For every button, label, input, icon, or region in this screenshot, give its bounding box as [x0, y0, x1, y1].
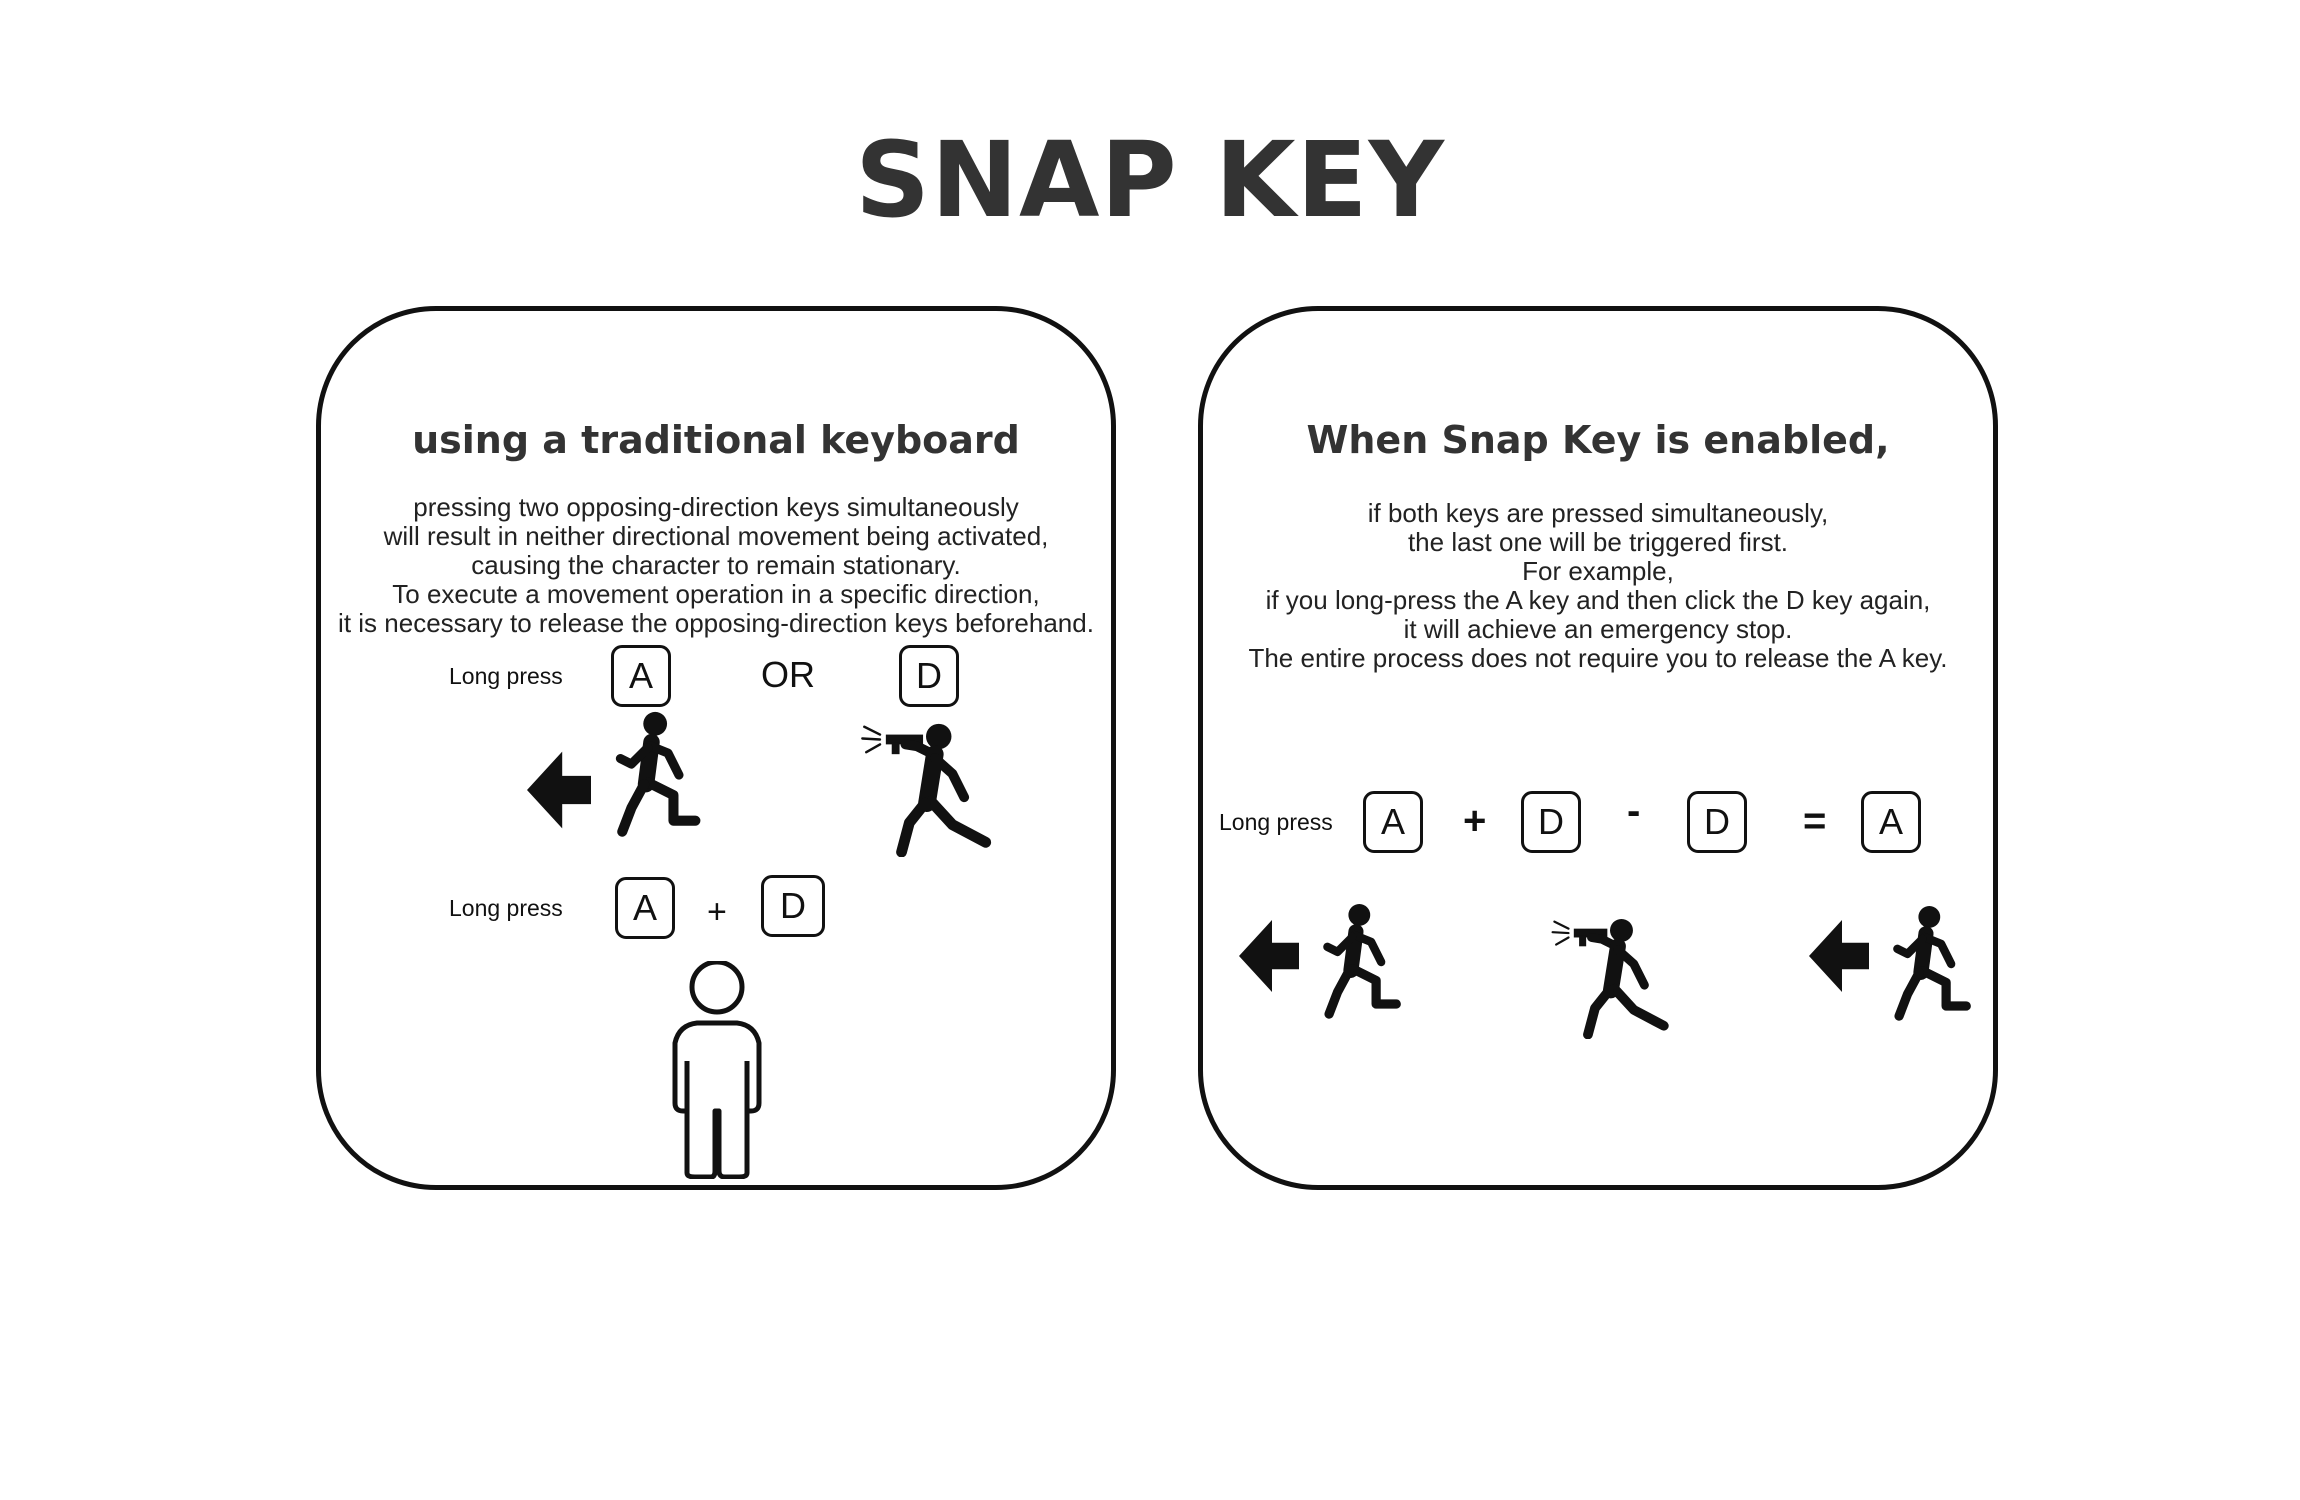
description-line: causing the character to remain stationary.: [471, 550, 961, 580]
key-d: D: [899, 645, 959, 707]
description-line: The entire process does not require you to release the A key.: [1248, 643, 1948, 673]
plus-operator: +: [707, 893, 727, 931]
panel-description: [291, 493, 1141, 638]
panel-heading: using a traditional keyboard: [412, 418, 1020, 462]
description-line: For example,: [1522, 556, 1674, 586]
page-title: SNAP KEY: [855, 119, 1445, 241]
description-line: if both keys are pressed simultaneously,: [1367, 498, 1829, 528]
equals-operator: =: [1803, 799, 1827, 843]
left-arrow-icon: [527, 751, 591, 829]
shooting-running-figure-icon: [851, 715, 1001, 857]
panel-description: [1173, 499, 2023, 673]
panel-heading: When Snap Key is enabled,: [1306, 418, 1890, 462]
description-line: To execute a movement operation in a specific direction,: [392, 579, 1040, 609]
key-d: D: [761, 875, 825, 937]
key-d: D: [1687, 791, 1747, 853]
description-line: pressing two opposing-direction keys simultaneously: [413, 492, 1019, 522]
key-a: A: [615, 877, 675, 939]
description-line: it is necessary to release the opposing-direction keys beforehand.: [338, 608, 1094, 638]
description-line: it will achieve an emergency stop.: [1403, 614, 1793, 644]
snap-key-enabled-panel: [1198, 306, 1998, 1190]
running-figure-icon: [1889, 905, 1973, 1023]
key-a: A: [1861, 791, 1921, 853]
standing-person-icon: [667, 961, 767, 1179]
long-press-label: Long press: [449, 895, 563, 921]
key-a: A: [611, 645, 671, 707]
plus-operator: +: [1463, 799, 1487, 843]
minus-operator: -: [1627, 789, 1641, 833]
running-figure-icon: [611, 711, 703, 839]
description-line: if you long-press the A key and then click the D key again,: [1265, 585, 1931, 615]
description-line: the last one will be triggered first.: [1407, 527, 1789, 557]
traditional-keyboard-panel: [316, 306, 1116, 1190]
key-a: A: [1363, 791, 1423, 853]
shooting-running-figure-icon: [1543, 911, 1677, 1039]
long-press-label: Long press: [449, 663, 563, 689]
long-press-label: Long press: [1219, 809, 1333, 835]
left-arrow-icon: [1809, 919, 1869, 993]
description-line: will result in neither directional movement being activated,: [383, 521, 1049, 551]
key-d: D: [1521, 791, 1581, 853]
left-arrow-icon: [1239, 919, 1299, 993]
running-figure-icon: [1319, 903, 1403, 1021]
or-operator: OR: [761, 654, 815, 695]
